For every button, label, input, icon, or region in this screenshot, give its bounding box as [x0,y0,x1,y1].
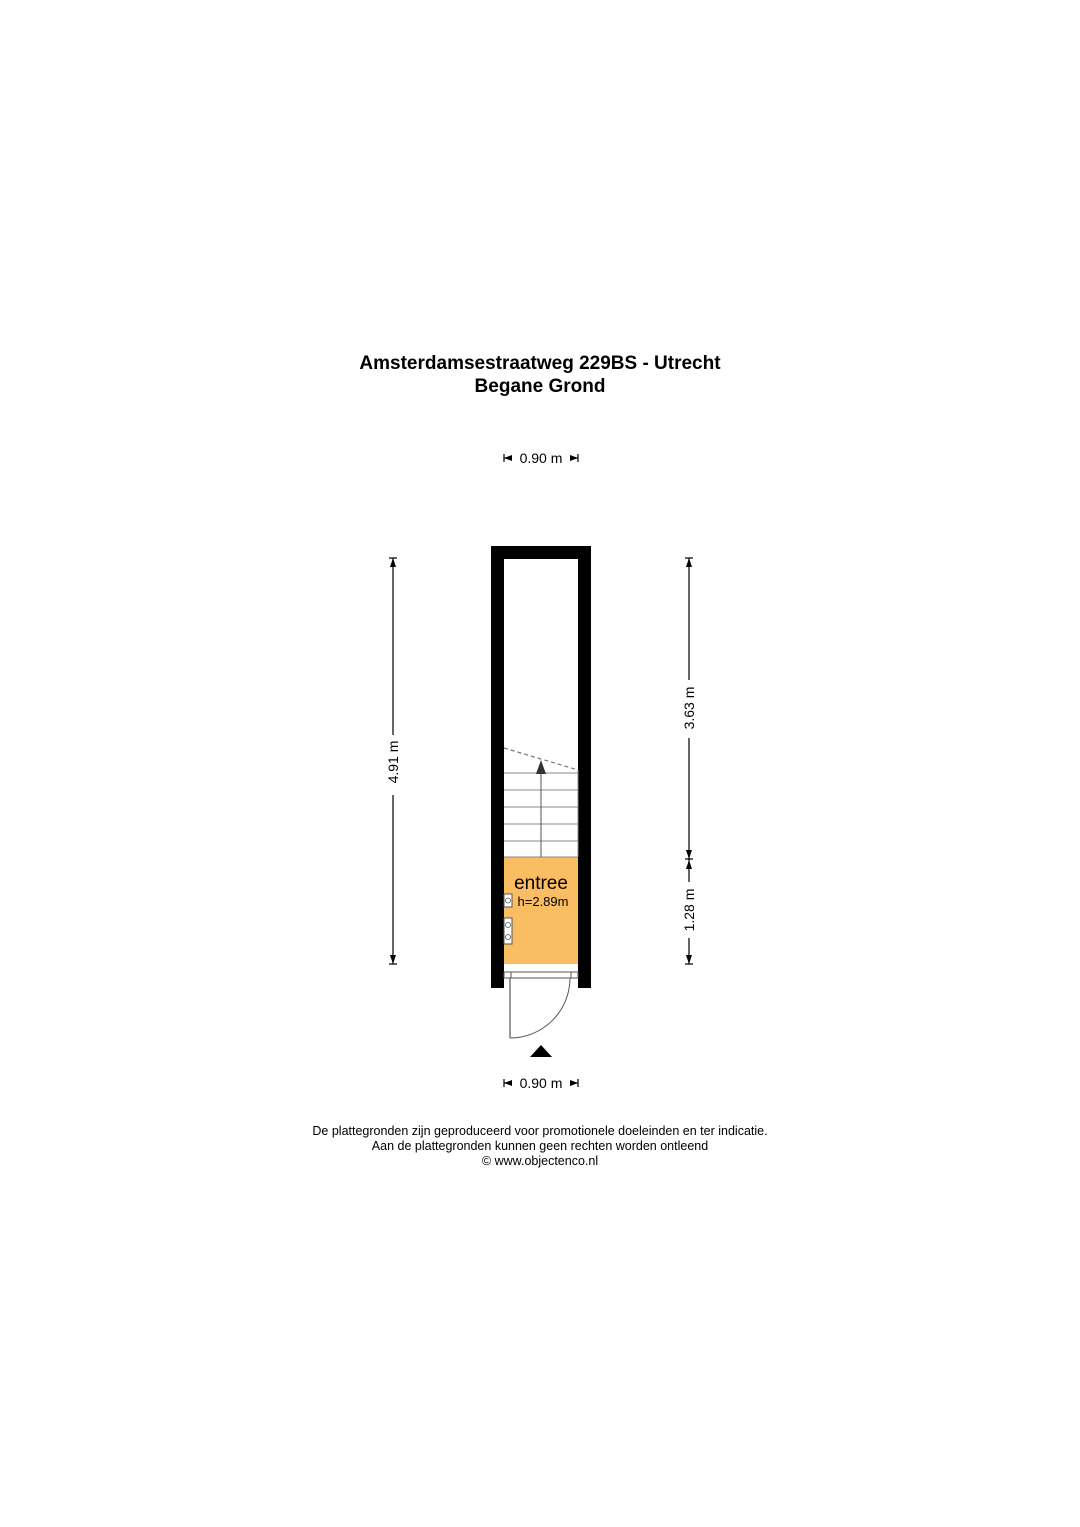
staircase [504,748,578,857]
dimension-top-label: 0.90 m [519,450,563,466]
outlet-icon [504,894,512,944]
dimension-lower-height-label: 1.28 m [681,888,697,932]
dimension-upper-height [681,558,697,860]
property-address: Amsterdamsestraatweg 229BS - Utrecht [359,353,721,374]
entrance-triangle-icon [530,1045,552,1057]
floor-name: Begane Grond [474,376,606,397]
dimension-bottom-label: 0.90 m [519,1075,563,1091]
disclaimer-line-1: De plattegronden zijn geproduceerd voor promotionele doeleinden en ter indicatie. [312,1124,768,1138]
dimension-bottom-width [504,1075,578,1091]
room-height: h=2.89m [517,894,569,909]
room-name: entree [514,873,568,894]
dimension-total-height-label: 4.91 m [385,740,401,784]
disclaimer [0,1124,1080,1169]
disclaimer-line-2: Aan de plattegronden kunnen geen rechten worden ontleend [371,1139,709,1153]
dimension-total-height [385,558,401,964]
copyright-line: © www.objectenco.nl [481,1154,599,1168]
dimension-top-width [504,450,578,466]
dimension-lower-height [681,859,697,964]
door-swing-icon [510,978,570,1038]
arrow-up-icon [536,760,546,774]
dimension-upper-height-label: 3.63 m [681,686,697,730]
door-threshold [504,964,578,978]
